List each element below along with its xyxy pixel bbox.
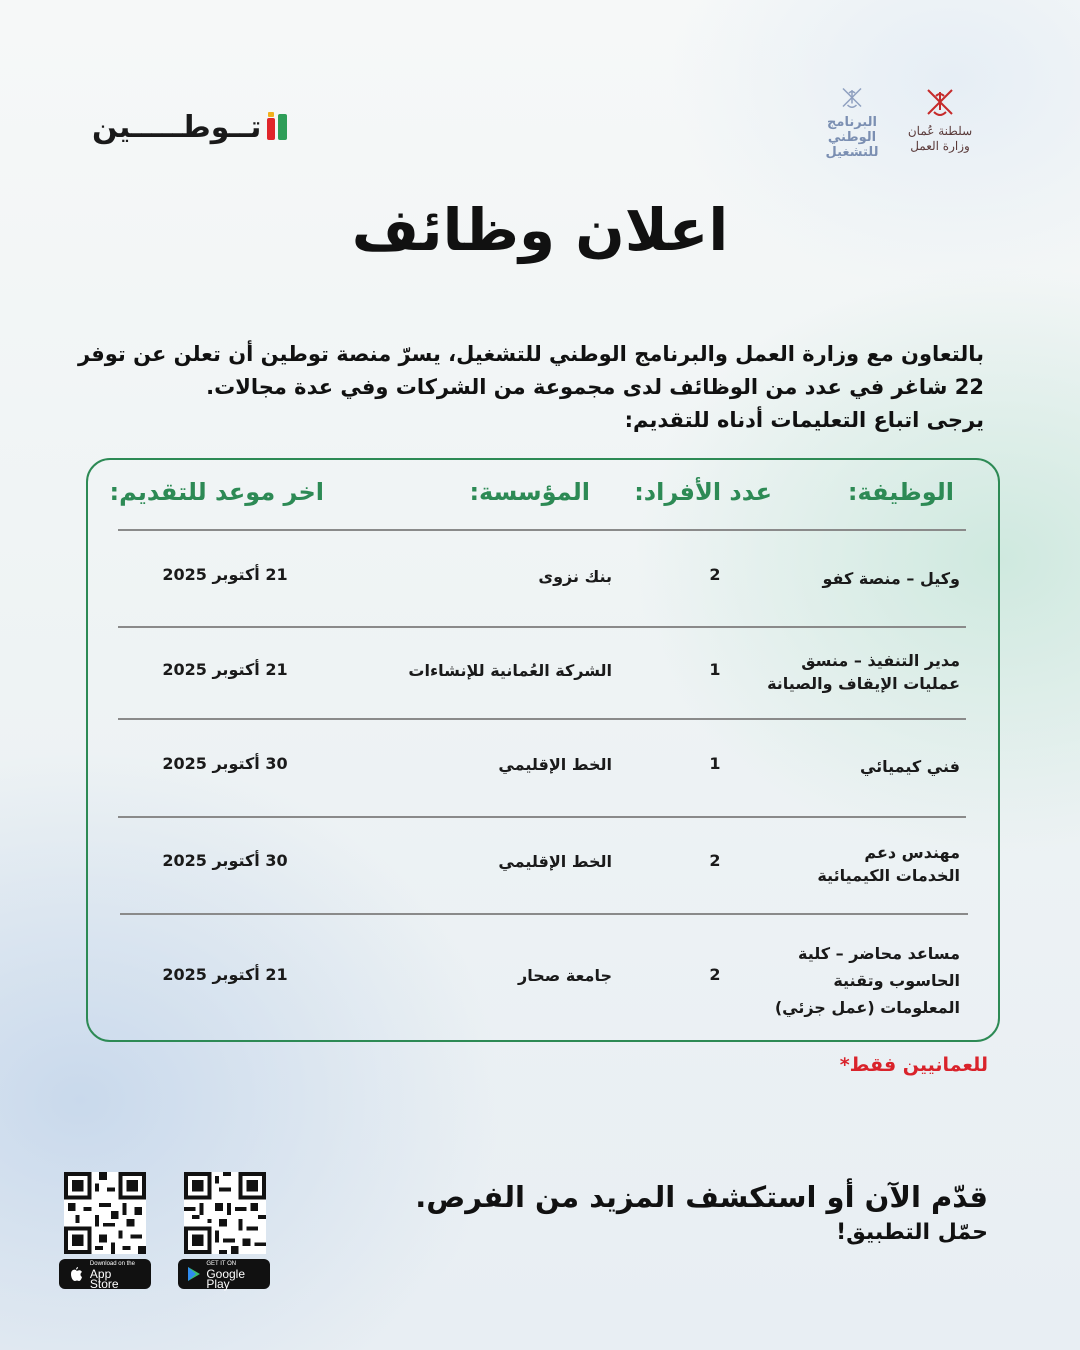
app-store-qr-code[interactable]	[64, 1172, 146, 1254]
row2-job-line1: مدير التنفيذ – منسق	[801, 651, 960, 670]
row1-deadline: 21 أكتوبر 2025	[162, 565, 288, 584]
ministry-name-line1: سلطنة عُمان	[907, 124, 973, 138]
omanis-only-note: للعمانيين فقط*	[839, 1054, 988, 1076]
app-store-label: App Store	[89, 1267, 119, 1291]
khanjar-emblem-icon	[834, 84, 870, 111]
page-title: اعلان وظائف	[351, 196, 729, 264]
row3-org: الخط الإقليمي	[498, 755, 612, 774]
app-store-small-label: Download on the	[89, 1261, 135, 1267]
table-divider	[118, 718, 966, 720]
app-store-button[interactable]	[59, 1259, 151, 1289]
row2-org: الشركة العُمانية للإنشاءات	[408, 661, 612, 680]
row4-job	[817, 841, 960, 887]
row5-count: 2	[709, 965, 721, 984]
row2-job	[767, 649, 960, 695]
row4-org: الخط الإقليمي	[498, 852, 612, 871]
row5-job	[775, 940, 960, 1021]
intro-line-2: 22 شاغر في عدد من الوظائف لدى مجموعة من الشركات وفي عدة مجالات.	[206, 375, 984, 399]
table-divider	[118, 529, 966, 531]
row4-deadline: 30 أكتوبر 2025	[162, 851, 288, 870]
row3-job	[860, 755, 960, 778]
row5-job-line3: المعلومات (عمل جزئي)	[774, 998, 960, 1017]
row2-count: 1	[709, 660, 721, 679]
header-job: الوظيفة:	[847, 478, 954, 506]
header-count: عدد الأفراد:	[634, 478, 772, 506]
apple-icon	[67, 1265, 85, 1283]
google-play-qr-code[interactable]	[184, 1172, 266, 1254]
row4-job-line2: الخدمات الكيميائية	[817, 866, 960, 885]
row1-count: 2	[709, 565, 721, 584]
brand-mark-icon	[267, 112, 282, 142]
intro-line-1: بالتعاون مع وزارة العمل والبرنامج الوطني للتشغيل، يسرّ منصة توطين أن تعلن عن توفر	[77, 342, 984, 366]
national-employment-program-logo	[802, 84, 902, 160]
tawteen-logo	[92, 104, 282, 150]
program-name-line2: للتشغيل	[825, 145, 879, 160]
intro-line-3: يرجى اتباع التعليمات أدناه للتقديم:	[624, 408, 984, 432]
row5-job-line2: الحاسوب وتقنية	[833, 971, 960, 990]
row5-org: جامعة صحار	[518, 966, 612, 985]
row3-count: 1	[709, 754, 721, 773]
row5-deadline: 21 أكتوبر 2025	[162, 965, 288, 984]
header-org: المؤسسة:	[469, 478, 590, 506]
brand-name: تــوطـــــين	[92, 109, 262, 145]
row3-job-line1: فني كيميائي	[859, 757, 960, 776]
google-play-button[interactable]	[178, 1259, 270, 1289]
table-divider	[118, 626, 966, 628]
row1-org: بنك نزوى	[538, 567, 612, 586]
intro-paragraph	[77, 338, 984, 437]
table-divider	[120, 913, 968, 915]
row5-job-line1: مساعد محاضر – كلية	[797, 944, 960, 963]
row2-job-line2: عمليات الإيقاف والصيانة	[767, 674, 960, 693]
row4-job-line1: مهندس دعم	[864, 843, 960, 862]
row1-job-line1: وكيل – منصة كفو	[822, 569, 960, 588]
row4-count: 2	[709, 851, 721, 870]
google-play-label: Google Play	[206, 1267, 246, 1291]
google-play-small-label: GET IT ON	[206, 1261, 237, 1267]
row3-deadline: 30 أكتوبر 2025	[162, 754, 288, 773]
row2-deadline: 21 أكتوبر 2025	[162, 660, 288, 679]
google-play-icon	[186, 1265, 201, 1283]
cta-download-app: حمّل التطبيق!	[836, 1220, 988, 1245]
header-deadline: اخر موعد للتقديم:	[109, 478, 324, 506]
row1-job	[822, 567, 960, 590]
khanjar-emblem-icon	[922, 84, 958, 120]
ministry-of-labour-logo	[900, 84, 980, 160]
cta-headline: قدّم الآن أو استكشف المزيد من الفرص.	[415, 1180, 988, 1214]
program-name-line1: البرنامج الوطني	[827, 115, 877, 145]
ministry-name-line2: وزارة العمل	[910, 139, 970, 153]
table-divider	[118, 816, 966, 818]
